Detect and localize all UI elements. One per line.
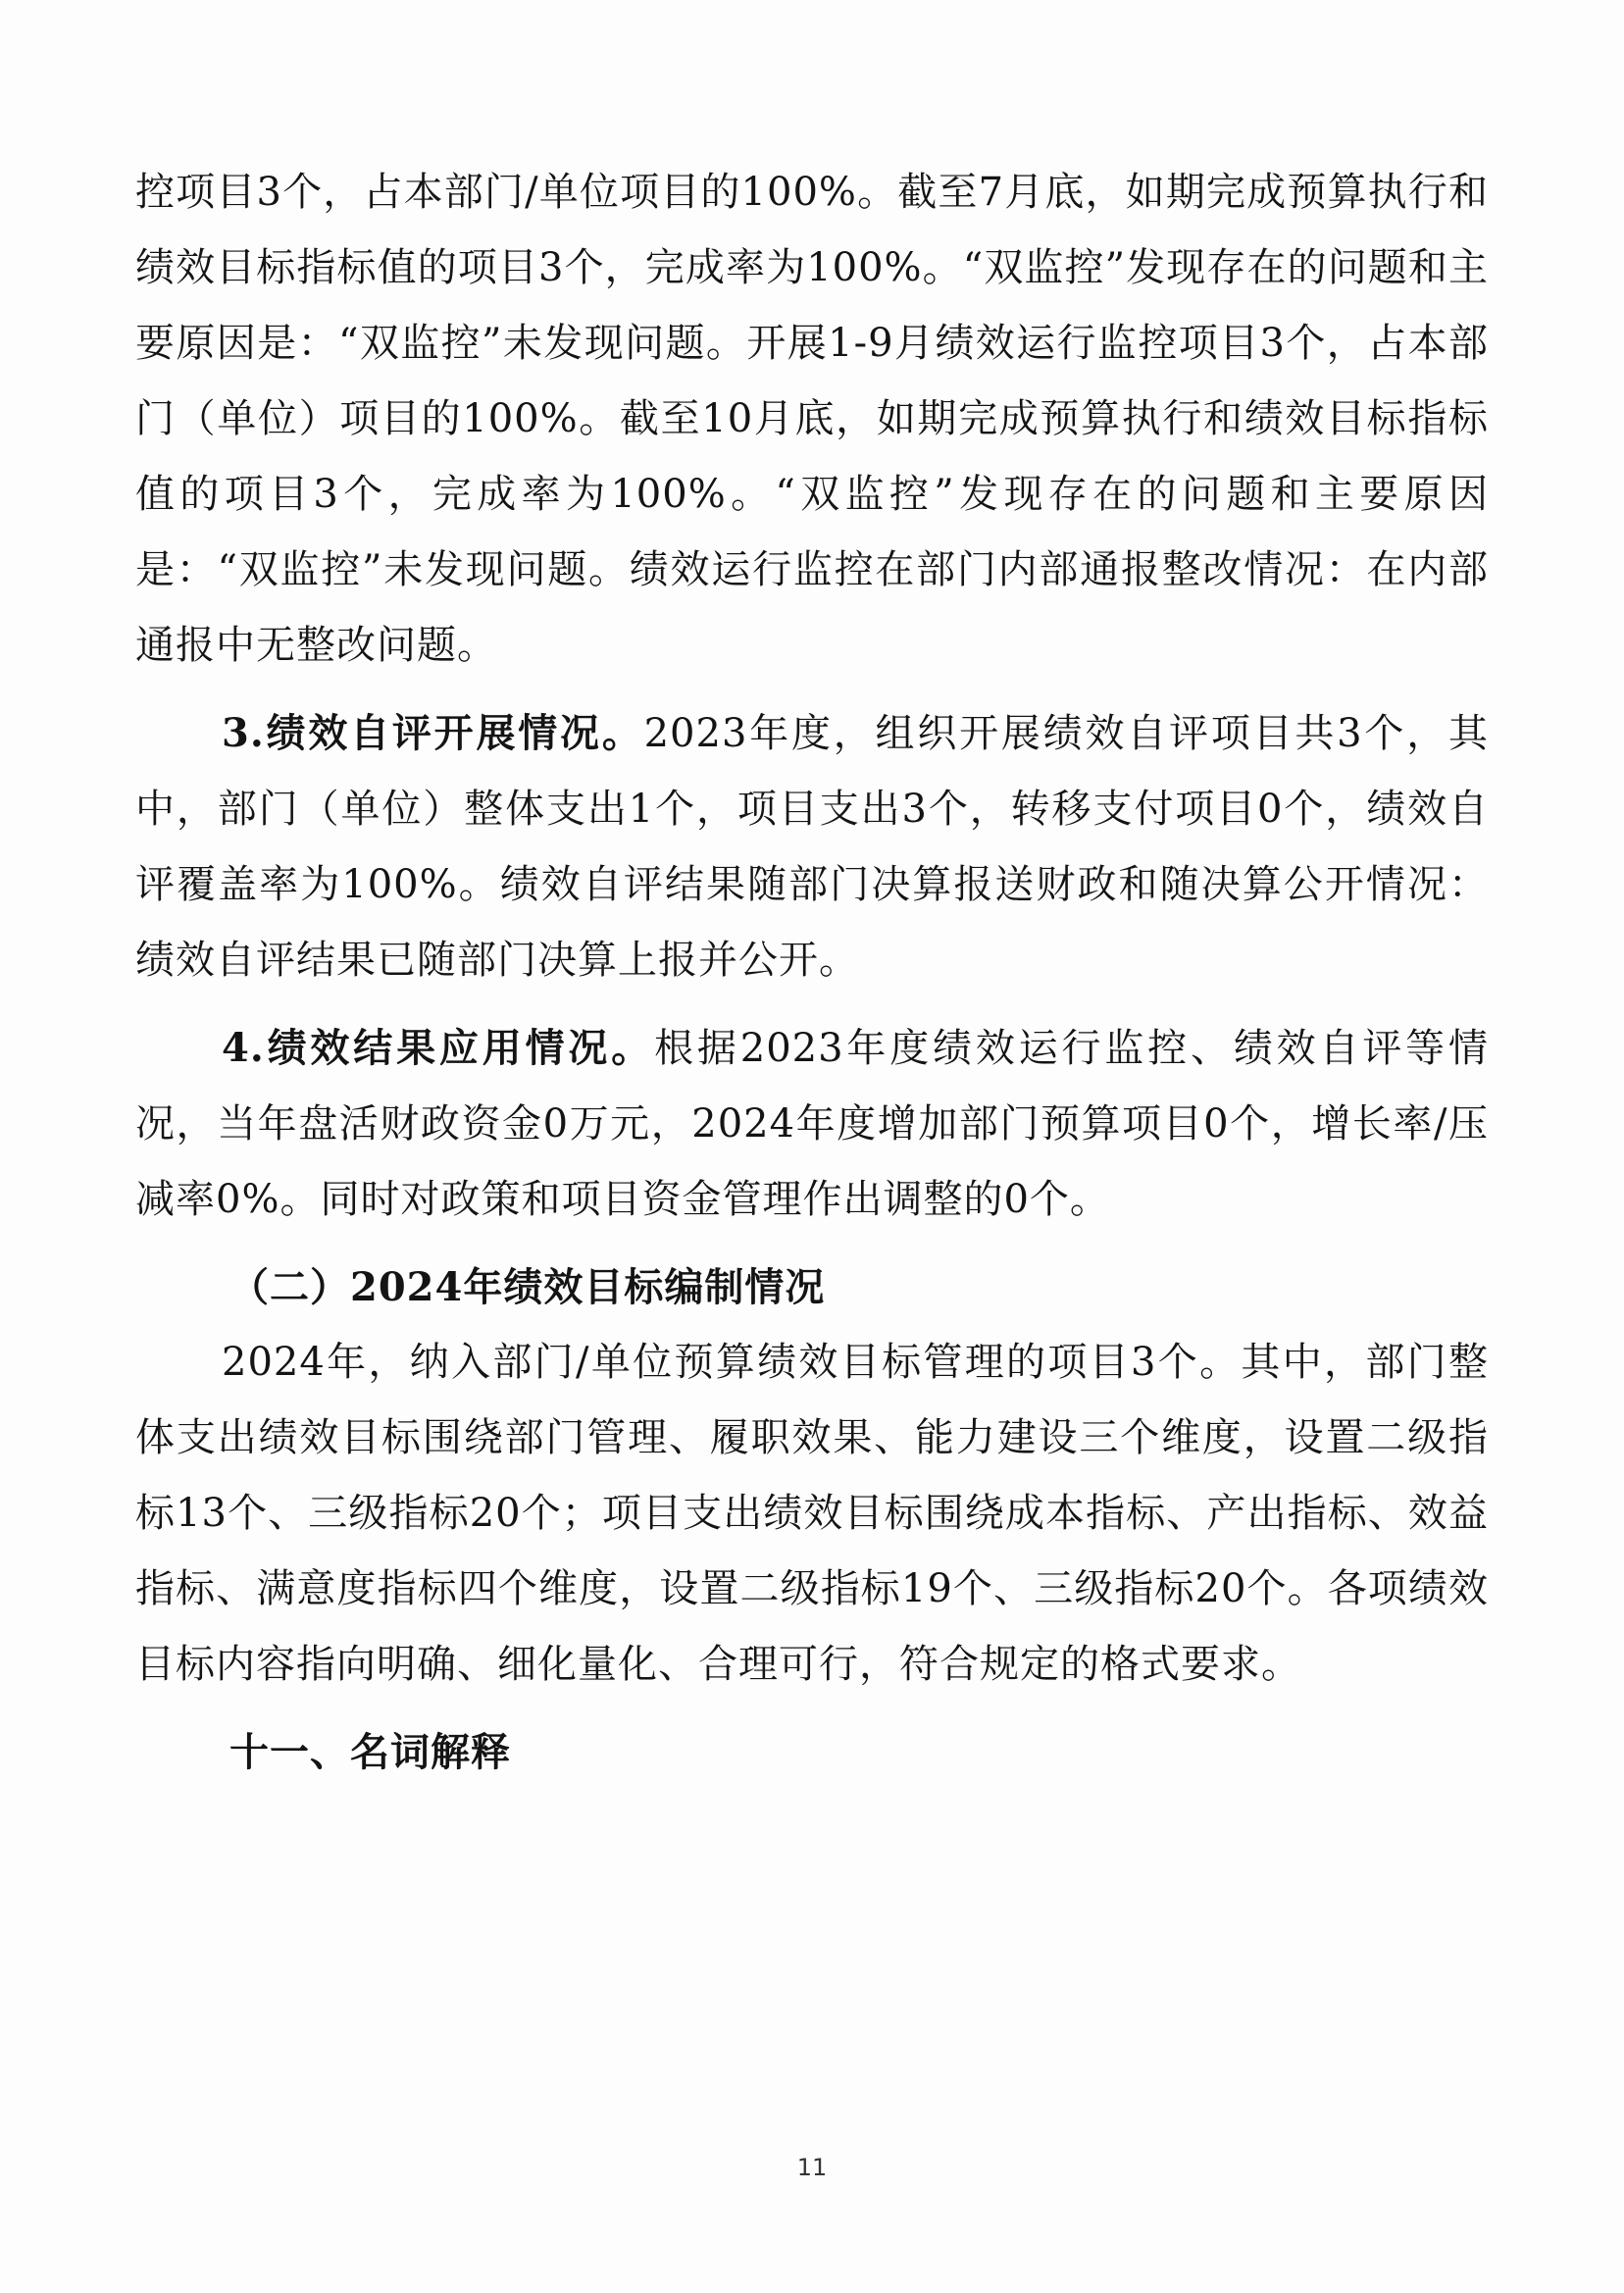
paragraph-text: 根据2023年度绩效运行监控、绩效自评等情况，当年盘活财政资金0万元，2024年度增加部门预算项目0个，增长率/压减率0%。同时对政策和项目资金管理作出调整的0个。 [135,1026,1490,1222]
paragraph-lead: 4.绩效结果应用情况。 [222,1025,655,1071]
paragraph-text: 控项目3个，占本部门/单位项目的100%。截至7月底，如期完成预算执行和绩效目标指标值的项目3个，完成率为100%。“双监控”发现存在的问题和主要原因是：“双监控”未发现问题。开展1-9月绩效运行监控项目3个，占本部门（单位）项目的100%。截至10月底，如期完成预算执行和绩效目标指标值的项目3个，完成率为100%。“双监控”发现存在的问题和主要原因是：“双监控”未发现问题。绩效运行监控在部门内部通报整改情况：在内部通报中无整改问题。 [135,170,1489,668]
paragraph-text: 2023年度，组织开展绩效自评项目共3个，其中，部门（单位）整体支出1个，项目支出3个，转移支付项目0个，绩效自评覆盖率为100%。绩效自评结果随部门决算报送财政和随决算公开情况：绩效自评结果已随部门决算上报并公开。 [135,711,1489,983]
paragraph-self-evaluation [135,695,1489,998]
page-number: 11 [796,2154,828,2181]
paragraph-lead: 3.绩效自评开展情况。 [222,710,644,756]
paragraph-monitoring [135,155,1489,684]
page-content [135,155,1489,1790]
section-heading-glossary: 十一、名词解释 [229,1729,511,1775]
subheading-2024-targets: （二）2024年绩效目标编制情况 [229,1264,826,1310]
paragraph-result-application [135,1010,1489,1238]
paragraph-2024-targets: 2024年，纳入部门/单位预算绩效目标管理的项目3个。其中，部门整体支出绩效目标围绕部门管理、履职效果、能力建设三个维度，设置二级指标13个、三级指标20个；项目支出绩效目标围绕成本指标、产出指标、效益指标、满意度指标四个维度，设置二级指标19个、三级指标20个。各项绩效目标内容指向明确、细化量化、合理可行，符合规定的格式要求。 [135,1340,1489,1687]
